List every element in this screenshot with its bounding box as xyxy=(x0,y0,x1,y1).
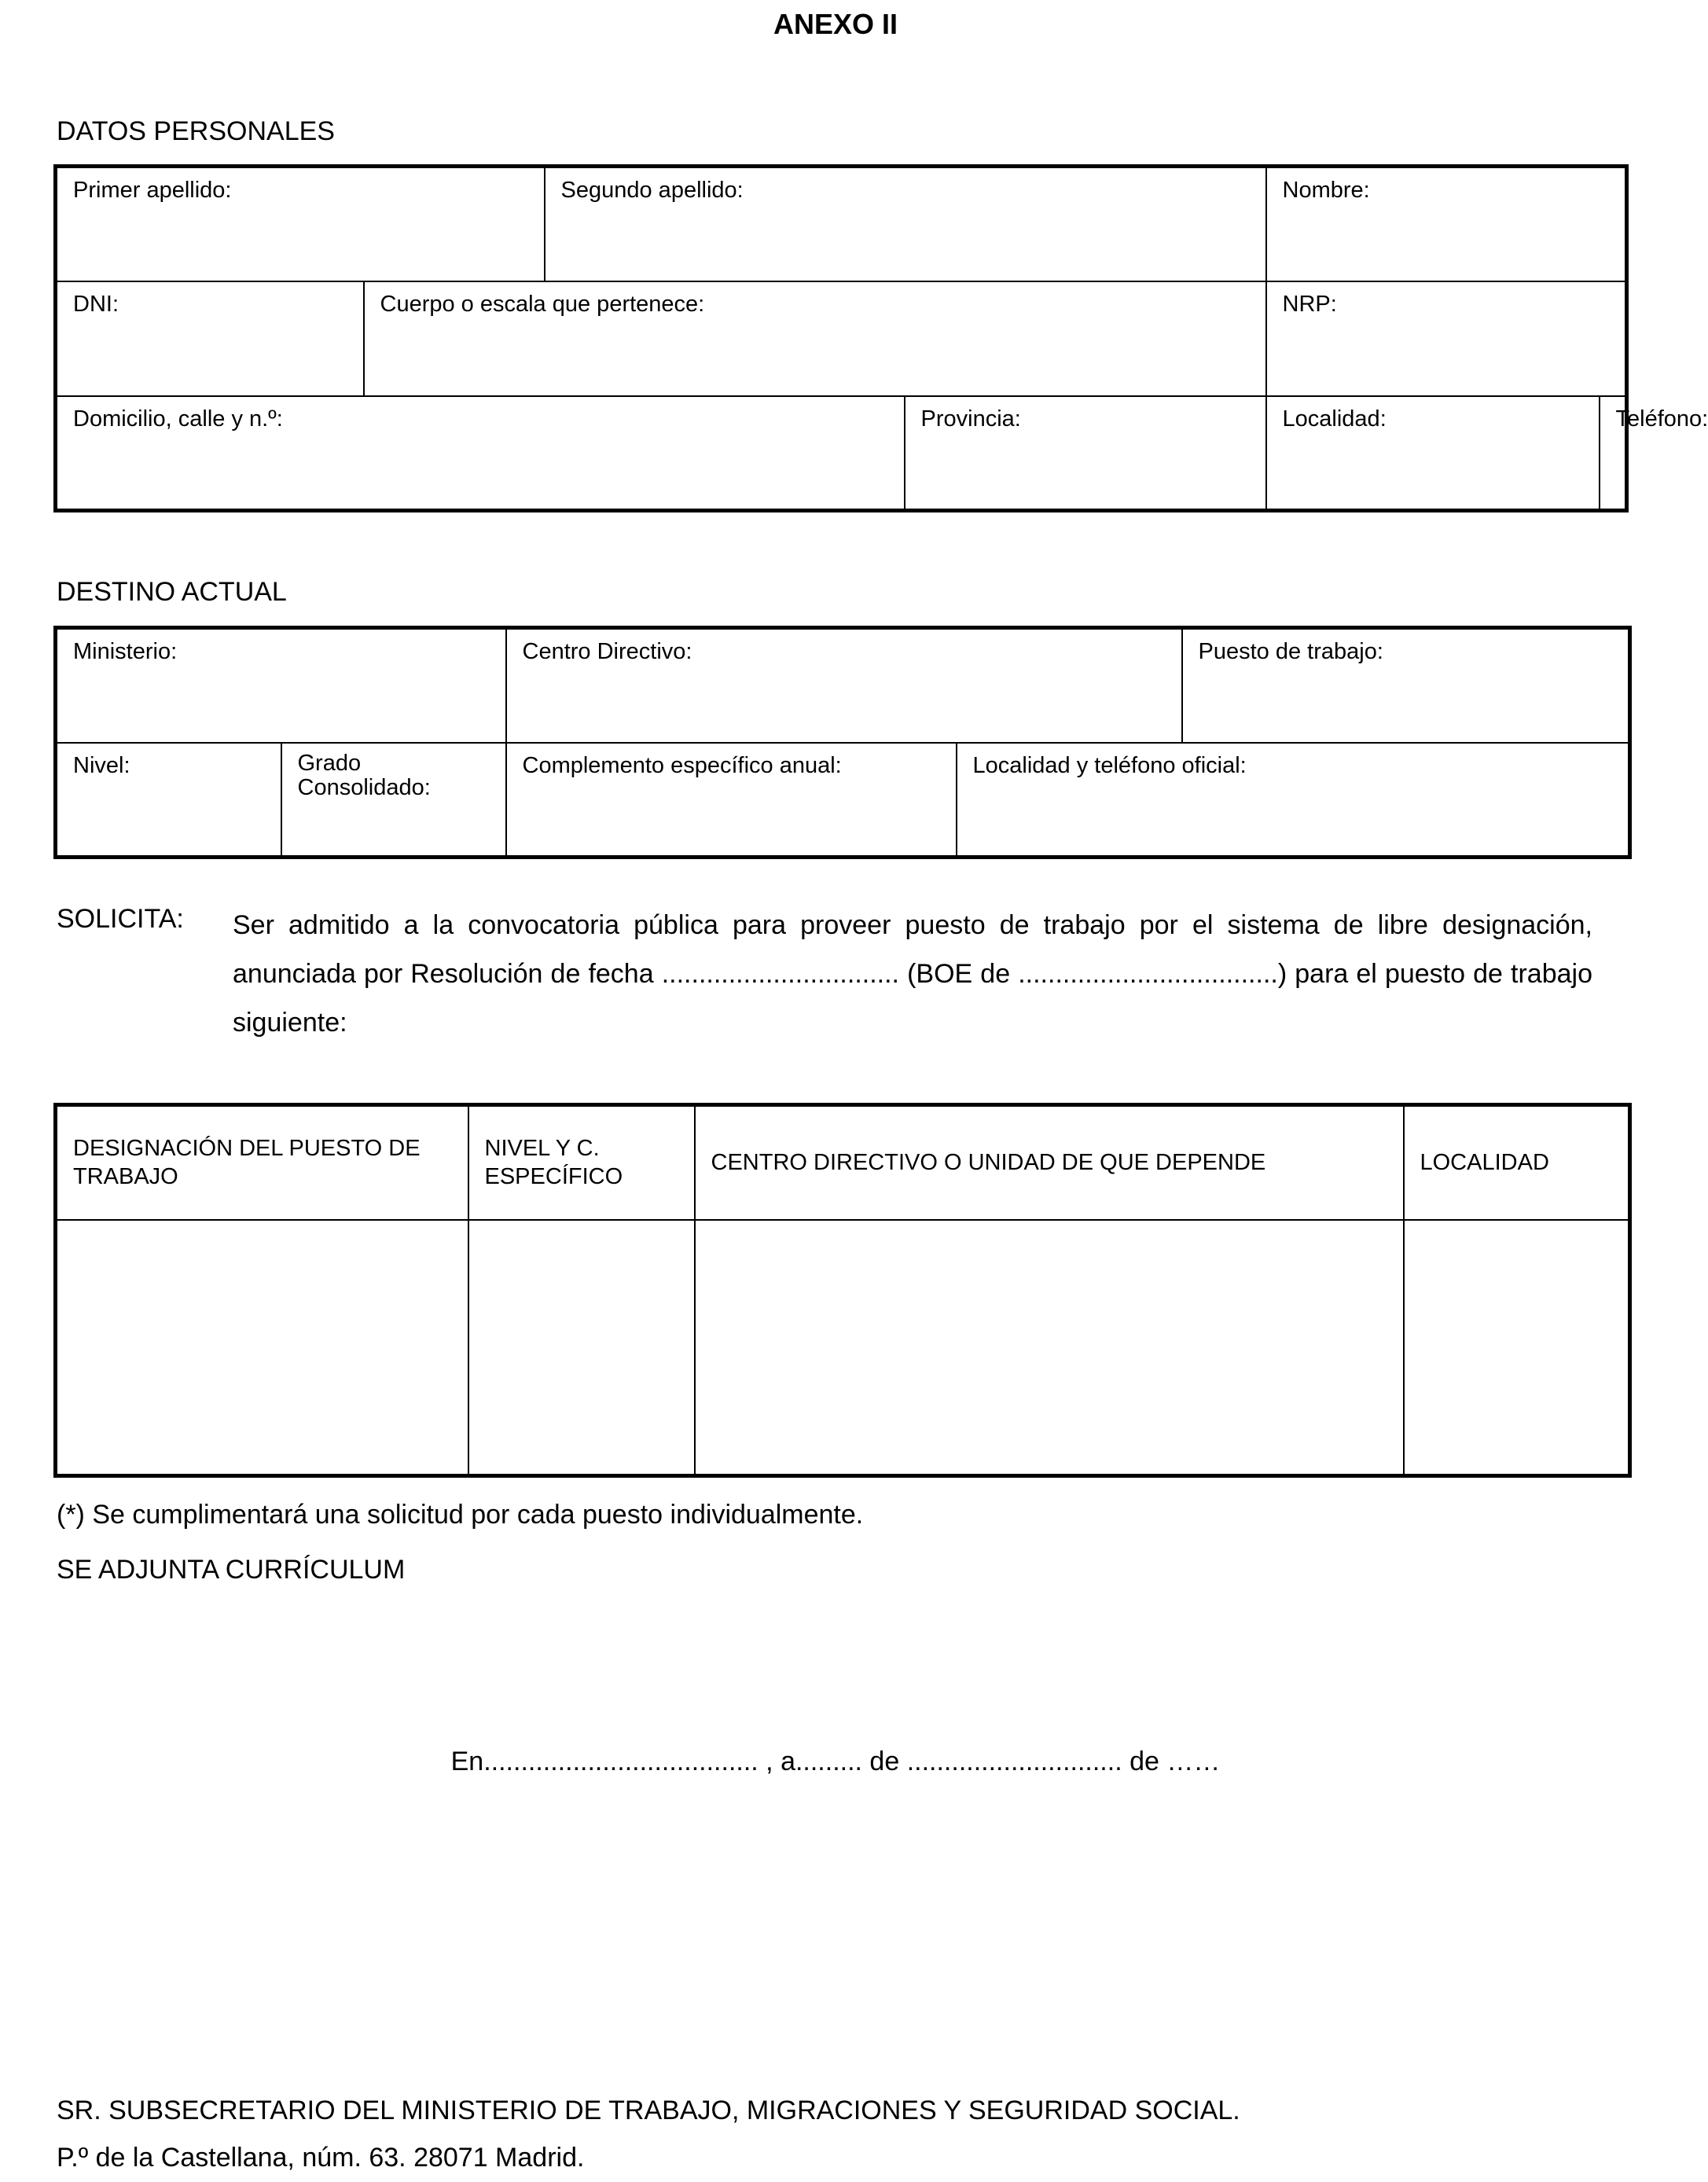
destino-actual-table xyxy=(53,626,1632,859)
addressee-line-2: P.º de la Castellana, núm. 63. 28071 Madrid. xyxy=(57,2143,585,2173)
nivel-especifico-header: NIVEL Y C. ESPECÍFICO xyxy=(468,1105,695,1220)
provincia-field[interactable]: Provincia: xyxy=(905,396,1266,511)
nrp-field[interactable]: NRP: xyxy=(1266,281,1627,396)
designacion-cell[interactable] xyxy=(56,1220,468,1476)
puesto-trabajo-field[interactable]: Puesto de trabajo: xyxy=(1182,628,1630,743)
localidad-field[interactable]: Localidad: xyxy=(1266,396,1600,511)
localidad-telefono-oficial-field[interactable]: Localidad y teléfono oficial: xyxy=(957,743,1630,858)
nivel-field[interactable]: Nivel: xyxy=(56,743,281,858)
addressee-line-1: SR. SUBSECRETARIO DEL MINISTERIO DE TRABAJO, MIGRACIONES Y SEGURIDAD SOCIAL. xyxy=(57,2096,1240,2125)
nombre-field[interactable]: Nombre: xyxy=(1266,167,1627,281)
segundo-apellido-field[interactable]: Segundo apellido: xyxy=(545,167,1266,281)
primer-apellido-field[interactable]: Primer apellido: xyxy=(56,167,545,281)
puestos-header-row xyxy=(56,1105,1630,1220)
solicita-text: Ser admitido a la convocatoria pública para proveer puesto de trabajo por el sistema de libre designación, anunciada por Resolución de fecha ................................ (BOE de ...................................) para el puesto de trabajo siguiente: xyxy=(233,910,1592,1038)
note-text: (*) Se cumplimentará una solicitud por cada puesto individualmente. xyxy=(57,1500,864,1530)
puestos-entry-row xyxy=(56,1220,1630,1476)
destino-actual-heading: DESTINO ACTUAL xyxy=(57,577,287,607)
datos-personales-heading: DATOS PERSONALES xyxy=(57,116,335,146)
page-title: ANEXO II xyxy=(773,8,898,40)
solicita-label: SOLICITA: xyxy=(57,904,184,934)
puestos-table xyxy=(53,1103,1632,1478)
localidad-header: LOCALIDAD xyxy=(1404,1105,1630,1220)
designacion-header: DESIGNACIÓN DEL PUESTO DE TRABAJO xyxy=(56,1105,468,1220)
centro-directivo-cell[interactable] xyxy=(695,1220,1404,1476)
datos-personales-table xyxy=(53,164,1708,512)
cuerpo-escala-field[interactable]: Cuerpo o escala que pertenece: xyxy=(364,281,1266,396)
telefono-field[interactable]: Teléfono: xyxy=(1600,396,1627,511)
ministerio-field[interactable]: Ministerio: xyxy=(56,628,506,743)
localidad-cell[interactable] xyxy=(1404,1220,1630,1476)
date-place-line[interactable]: En..................................... , a......... de ............................. de …… xyxy=(450,1747,1221,1776)
grado-consolidado-field[interactable]: Grado Consolidado: xyxy=(281,743,506,858)
nivel-especifico-cell[interactable] xyxy=(468,1220,695,1476)
complemento-especifico-field[interactable]: Complemento específico anual: xyxy=(506,743,957,858)
dni-field[interactable]: DNI: xyxy=(56,281,364,396)
domicilio-field[interactable]: Domicilio, calle y n.º: xyxy=(56,396,905,511)
adjunta-curriculum-text: SE ADJUNTA CURRÍCULUM xyxy=(57,1555,406,1585)
centro-directivo-field[interactable]: Centro Directivo: xyxy=(506,628,1182,743)
centro-directivo-header: CENTRO DIRECTIVO O UNIDAD DE QUE DEPENDE xyxy=(695,1105,1404,1220)
